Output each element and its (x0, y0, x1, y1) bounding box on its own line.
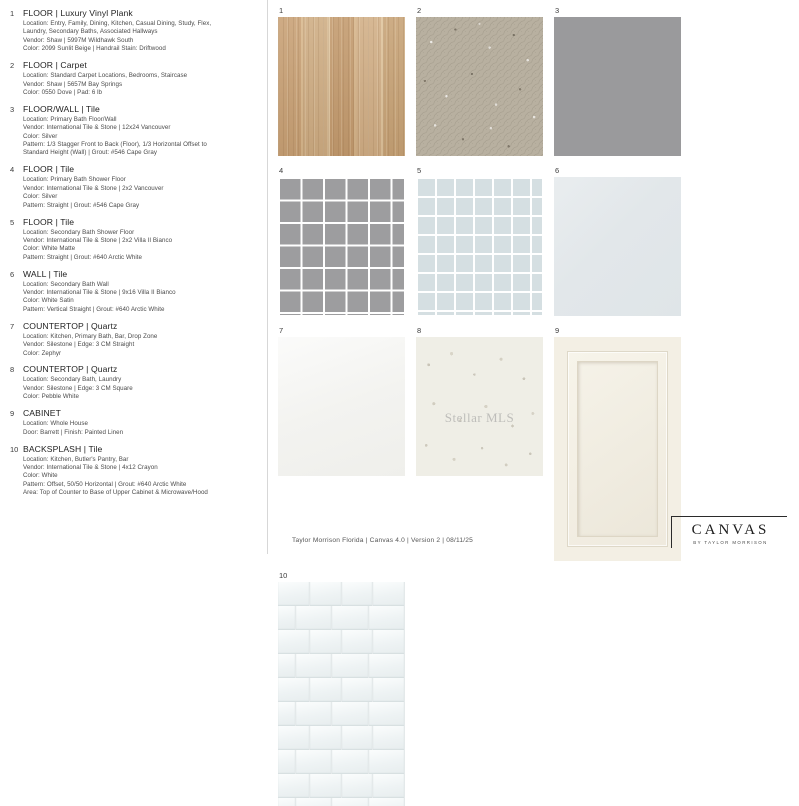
subway-tile (296, 750, 331, 774)
legend-item-line: Laundry, Secondary Baths, Associated Hallways (23, 28, 158, 36)
subway-tile (373, 774, 404, 798)
legend-item-body (23, 444, 259, 498)
swatch-cell-6[interactable] (554, 166, 681, 316)
swatch-mosaic-villa-bianco[interactable] (416, 177, 543, 316)
legend-item-line: Location: Whole House (23, 420, 89, 428)
legend-item-title: COUNTERTOP | Quartz (23, 364, 118, 375)
swatch-cell-1[interactable] (278, 6, 405, 156)
subway-tile-row (278, 654, 405, 678)
subway-tile (373, 678, 404, 702)
legend-item-body (23, 164, 259, 210)
subway-tile-row (278, 798, 405, 806)
legend-item-line: Vendor: International Tile & Stone | 2x2 Villa II Bianco (23, 236, 173, 244)
swatch-backsplash-subway[interactable] (278, 582, 405, 806)
subway-tile (369, 702, 404, 726)
swatch-number: 8 (417, 326, 422, 335)
legend-item-line: Location: Kitchen, Primary Bath, Bar, Drop Zone (23, 332, 158, 340)
subway-tile (278, 750, 295, 774)
legend-item-title: BACKSPLASH | Tile (23, 443, 103, 454)
legend-item-line: Color: White Matte (23, 245, 76, 253)
swatch-number: 1 (279, 6, 284, 15)
legend-item-body (23, 321, 259, 358)
legend-item-title: FLOOR | Tile (23, 164, 75, 175)
subway-tile (310, 582, 341, 606)
swatch-number: 6 (555, 166, 560, 175)
legend-item-line: Color: White (23, 472, 58, 480)
swatch-cell-3[interactable] (554, 6, 681, 156)
subway-tile (373, 726, 404, 750)
subway-tile-pattern (278, 582, 405, 806)
footer (278, 508, 799, 554)
legend-item-line: Color: White Satin (23, 297, 74, 305)
subway-tile (369, 606, 404, 630)
subway-tile-row (278, 750, 405, 774)
swatch-mosaic-vancouver-silver[interactable] (278, 177, 405, 316)
subway-tile (342, 582, 373, 606)
legend-item (8, 164, 259, 210)
legend-item-line: Vendor: Silestone | Edge: 3 CM Square (23, 384, 133, 392)
legend-item-line: Location: Secondary Bath Shower Floor (23, 228, 135, 236)
legend-item (8, 444, 259, 498)
logo-wordmark: CANVAS (691, 522, 770, 538)
swatch-tile-villa-bianco-satin[interactable] (554, 177, 681, 316)
legend-panel (0, 0, 268, 554)
subway-tile (332, 606, 367, 630)
legend-item-body (23, 269, 259, 315)
legend-item-number: 6 (10, 269, 15, 279)
legend-item-line: Location: Kitchen, Butler's Pantry, Bar (23, 455, 129, 463)
legend-item (8, 104, 259, 158)
legend-item-line: Location: Secondary Bath, Laundry (23, 376, 122, 384)
subway-tile (310, 630, 341, 654)
legend-item-line: Vendor: International Tile & Stone | 9x16 Villa II Bianco (23, 289, 176, 297)
legend-item-title: COUNTERTOP | Quartz (23, 320, 118, 331)
subway-tile-row (278, 774, 405, 798)
subway-tile (369, 654, 404, 678)
subway-tile (278, 582, 309, 606)
subway-tile (369, 750, 404, 774)
subway-tile (332, 798, 367, 806)
legend-item-line: Location: Primary Bath Floor/Wall (23, 115, 117, 123)
legend-item-line: Vendor: International Tile & Stone | 2x2 Vancouver (23, 184, 164, 192)
legend-item-number: 8 (10, 365, 15, 375)
canvas-logo (671, 516, 787, 548)
legend-item (8, 8, 259, 54)
legend-item-number: 2 (10, 61, 15, 71)
legend-item-line: Pattern: 1/3 Stagger Front to Back (Floor), 1/3 Horizontal Offset to (23, 141, 207, 149)
swatch-carpet[interactable] (416, 17, 543, 156)
subway-tile (310, 726, 341, 750)
subway-tile (342, 726, 373, 750)
legend-item-line: Color: Zephyr (23, 349, 62, 357)
legend-item-body (23, 217, 259, 263)
legend-item-line: Color: Silver (23, 132, 58, 140)
swatch-number: 10 (279, 571, 288, 580)
legend-item-line: Color: Pebble White (23, 393, 79, 401)
legend-item-title: FLOOR | Luxury Vinyl Plank (23, 8, 133, 18)
legend-item-title: CABINET (23, 408, 61, 419)
subway-tile (278, 798, 295, 806)
legend-item-body (23, 60, 259, 97)
legend-item (8, 269, 259, 315)
legend-item-line: Color: 0550 Dove | Pad: 6 lb (23, 88, 103, 96)
legend-item-line: Vendor: Silestone | Edge: 3 CM Straight (23, 341, 135, 349)
legend-item-body (23, 364, 259, 401)
legend-item (8, 321, 259, 358)
subway-tile (296, 702, 331, 726)
swatch-number: 3 (555, 6, 560, 15)
legend-list (8, 8, 259, 498)
swatch-number: 7 (279, 326, 284, 335)
subway-tile-row (278, 678, 405, 702)
swatch-cell-2[interactable] (416, 6, 543, 156)
subway-tile (278, 774, 309, 798)
legend-item-line: Pattern: Straight | Grout: #546 Cape Gray (23, 201, 140, 209)
legend-item-line: Pattern: Vertical Straight | Grout: #640 Arctic White (23, 305, 165, 313)
subway-tile (278, 606, 295, 630)
subway-tile (342, 630, 373, 654)
legend-item-line: Location: Primary Bath Shower Floor (23, 176, 126, 184)
subway-tile (373, 630, 404, 654)
legend-item-title: WALL | Tile (23, 268, 68, 279)
legend-item-line: Color: Silver (23, 193, 58, 201)
watermark-text: Stellar MLS (444, 409, 515, 425)
subway-tile (310, 774, 341, 798)
subway-tile-row (278, 606, 405, 630)
legend-item (8, 408, 259, 437)
legend-item-number: 3 (10, 104, 15, 114)
subway-tile (278, 630, 309, 654)
legend-item-line: Color: 2099 Sunlit Beige | Handrail Stain: Driftwood (23, 45, 166, 53)
legend-item-body (23, 8, 259, 54)
legend-item (8, 60, 259, 97)
subway-tile-row (278, 726, 405, 750)
swatch-quartz-pebble-white[interactable] (416, 337, 543, 476)
legend-item-line: Location: Entry, Family, Dining, Kitchen, Casual Dining, Study, Flex, (23, 20, 212, 27)
subway-tile (278, 654, 295, 678)
legend-item-number: 1 (10, 9, 15, 18)
legend-item-title: FLOOR/WALL | Tile (23, 103, 100, 114)
legend-item-title: FLOOR | Carpet (23, 60, 87, 71)
swatch-board (268, 0, 799, 580)
legend-item-line: Door: Barrett | Finish: Painted Linen (23, 428, 124, 436)
legend-item-line: Area: Top of Counter to Base of Upper Cabinet & Microwave/Hood (23, 489, 208, 497)
legend-item-body (23, 408, 259, 437)
subway-tile (332, 702, 367, 726)
subway-tile (342, 774, 373, 798)
subway-tile (342, 678, 373, 702)
swatch-cell-10[interactable] (278, 571, 405, 806)
legend-item-line: Vendor: International Tile & Stone | 4x12 Crayon (23, 463, 158, 471)
swatch-luxury-vinyl-plank[interactable] (278, 17, 405, 156)
legend-item-line: Pattern: Offset, 50/50 Horizontal | Grout: #640 Arctic White (23, 480, 187, 488)
swatch-number: 4 (279, 166, 284, 175)
footer-caption: Taylor Morrison Florida | Canvas 4.0 | Version 2 | 08/11/25 (292, 537, 474, 544)
swatch-cell-4[interactable] (278, 166, 405, 316)
legend-item-number: 7 (10, 321, 15, 331)
swatch-number: 2 (417, 6, 422, 15)
subway-tile (369, 798, 404, 806)
swatch-tile-vancouver-silver[interactable] (554, 17, 681, 156)
legend-item (8, 217, 259, 263)
subway-tile (278, 726, 309, 750)
subway-tile (278, 678, 309, 702)
subway-tile (296, 798, 331, 806)
swatch-quartz-zephyr[interactable] (278, 337, 405, 476)
subway-tile (296, 606, 331, 630)
subway-tile (373, 582, 404, 606)
swatch-number: 5 (417, 166, 422, 175)
subway-tile (278, 702, 295, 726)
legend-item-title: FLOOR | Tile (23, 216, 75, 227)
logo-tagline: BY TAYLOR MORRISON (693, 540, 768, 545)
subway-tile-row (278, 630, 405, 654)
legend-item-line: Location: Standard Carpet Locations, Bedrooms, Staircase (23, 72, 188, 80)
legend-item-body (23, 104, 259, 158)
swatch-grid (278, 6, 793, 806)
legend-item-line: Vendor: Shaw | 5997M Wildhawk South (23, 36, 134, 44)
legend-item-number: 10 (10, 444, 19, 454)
legend-item (8, 364, 259, 401)
subway-tile (332, 750, 367, 774)
subway-tile (332, 654, 367, 678)
legend-item-line: Location: Secondary Bath Wall (23, 280, 109, 288)
legend-item-line: Vendor: Shaw | 5657M Bay Springs (23, 80, 123, 88)
subway-tile (310, 678, 341, 702)
legend-item-line: Pattern: Straight | Grout: #640 Arctic White (23, 253, 143, 261)
legend-item-line: Vendor: International Tile & Stone | 12x24 Vancouver (23, 124, 171, 132)
legend-item-number: 4 (10, 165, 15, 175)
swatch-number: 9 (555, 326, 560, 335)
subway-tile (296, 654, 331, 678)
legend-item-line: Standard Height (Wall) | Grout: #546 Cape Gray (23, 149, 158, 157)
legend-item-number: 9 (10, 409, 15, 419)
subway-tile-row (278, 582, 405, 606)
subway-tile-row (278, 702, 405, 726)
swatch-cell-5[interactable] (416, 166, 543, 316)
legend-item-number: 5 (10, 217, 15, 227)
